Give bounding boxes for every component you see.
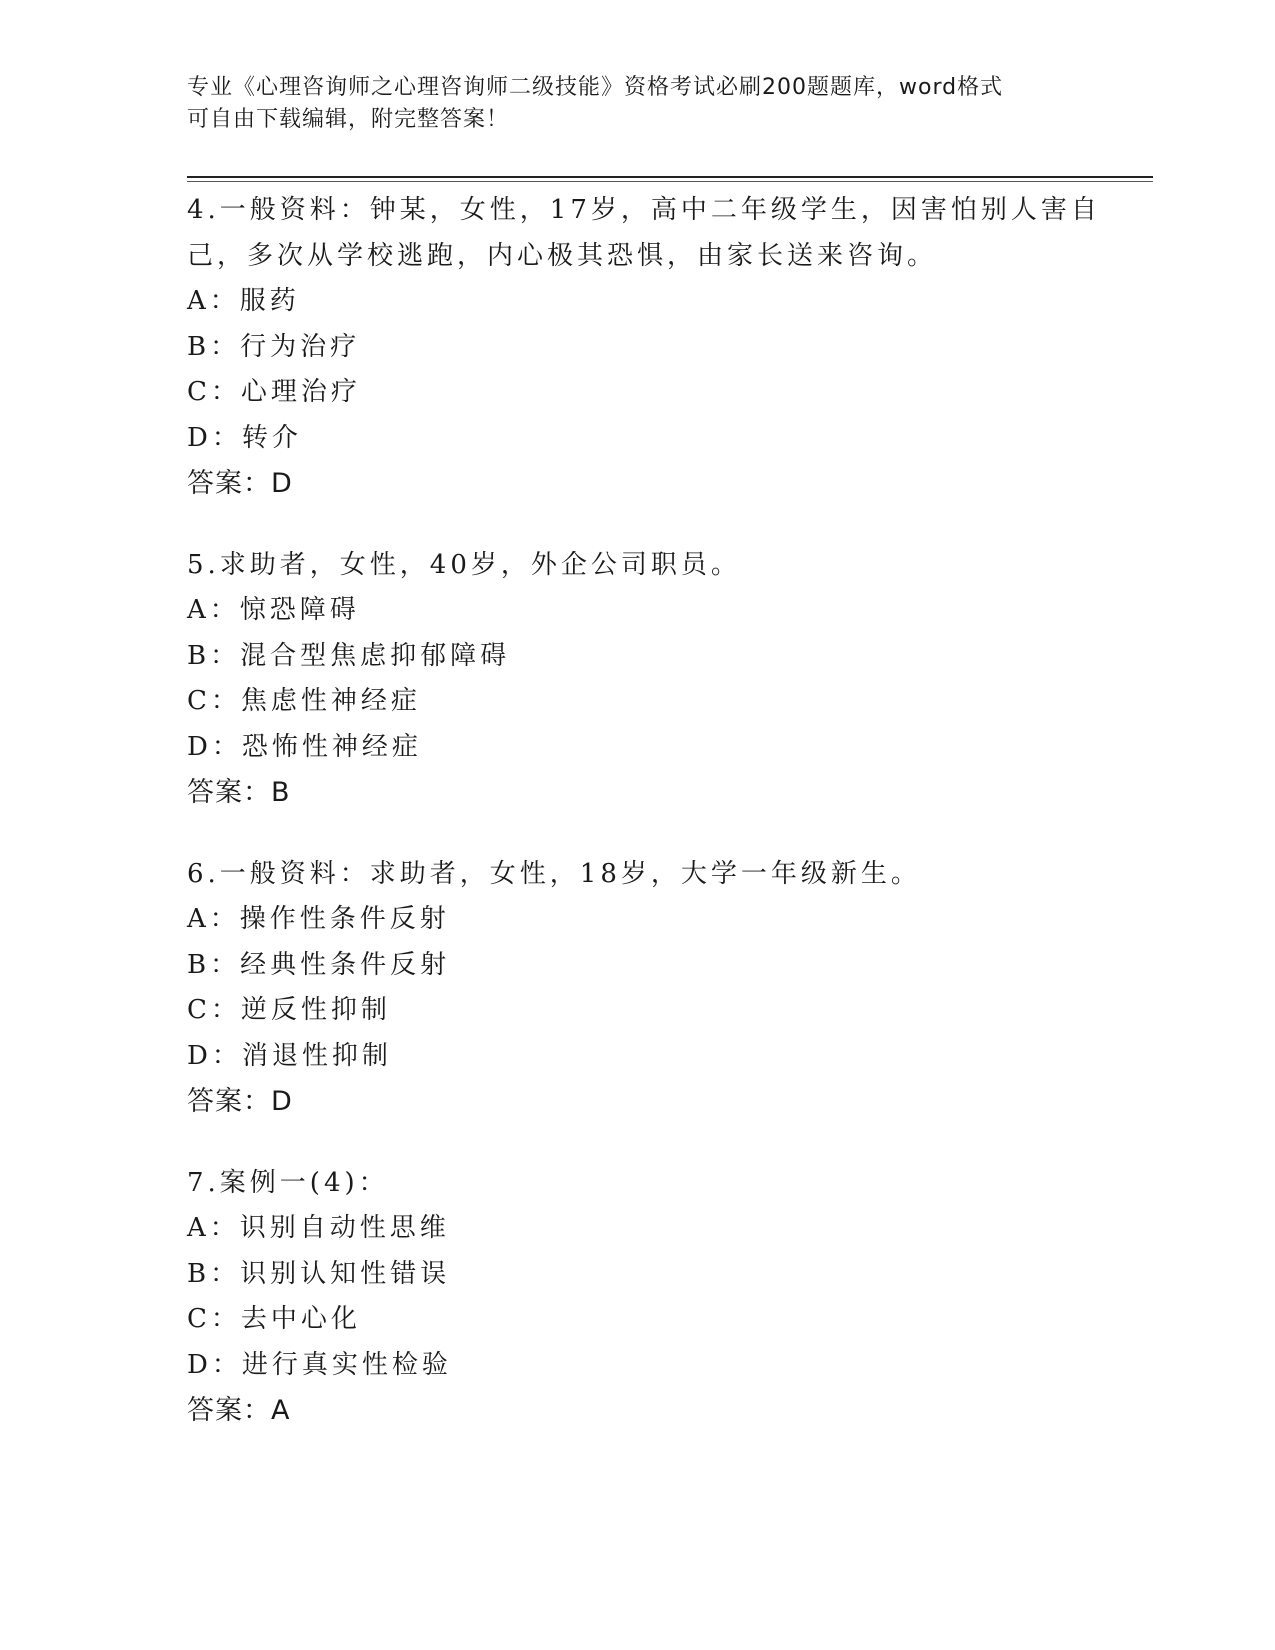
header-line-1: 专业《心理咨询师之心理咨询师二级技能》资格考试必刷200题题库，word格式 bbox=[187, 75, 1004, 100]
option-d: D：消退性抑制 bbox=[187, 1040, 392, 1071]
option-c: C：逆反性抑制 bbox=[187, 995, 391, 1025]
option-a: A：惊恐障碍 bbox=[187, 595, 360, 625]
question-stem-line: 7.案例一(4)： bbox=[187, 1167, 389, 1198]
option-b: B：经典性条件反射 bbox=[187, 949, 451, 980]
option-b: B：行为治疗 bbox=[187, 331, 361, 362]
header-divider-thick bbox=[187, 176, 1153, 178]
option-c: C：去中心化 bbox=[187, 1304, 361, 1334]
answer-line: 答案：D bbox=[187, 468, 293, 499]
question-stem-line: 4.一般资料：钟某，女性，17岁，高中二年级学生，因害怕别人害自 bbox=[187, 195, 1101, 225]
option-d: D：进行真实性检验 bbox=[187, 1349, 452, 1380]
answer-line: 答案：A bbox=[187, 1395, 291, 1426]
document-header bbox=[187, 72, 1077, 136]
option-c: C：心理治疗 bbox=[187, 377, 361, 407]
option-c: C：焦虑性神经症 bbox=[187, 686, 421, 716]
question-4 bbox=[187, 188, 1101, 507]
option-b: B：混合型焦虑抑郁障碍 bbox=[187, 640, 511, 671]
question-stem-line: 5.求助者，女性，40岁，外企公司职员。 bbox=[187, 549, 741, 580]
answer-line: 答案：D bbox=[187, 1086, 293, 1117]
option-d: D：恐怖性神经症 bbox=[187, 731, 422, 762]
option-a: A：识别自动性思维 bbox=[187, 1213, 450, 1243]
option-a: A：服药 bbox=[187, 286, 300, 316]
question-6 bbox=[187, 852, 1087, 1125]
question-5 bbox=[187, 543, 1087, 816]
option-d: D：转介 bbox=[187, 422, 302, 453]
question-stem-line: 己，多次从学校逃跑，内心极其恐惧，由家长送来咨询。 bbox=[187, 240, 938, 271]
question-stem-line: 6.一般资料：求助者，女性，18岁，大学一年级新生。 bbox=[187, 858, 921, 889]
header-divider-thin bbox=[187, 181, 1153, 182]
header-line-2: 可自由下载编辑，附完整答案！ bbox=[187, 107, 510, 132]
question-list bbox=[187, 188, 1101, 1434]
answer-line: 答案：B bbox=[187, 777, 291, 808]
option-a: A：操作性条件反射 bbox=[187, 904, 450, 934]
question-7 bbox=[187, 1161, 1087, 1434]
option-b: B：识别认知性错误 bbox=[187, 1258, 451, 1289]
